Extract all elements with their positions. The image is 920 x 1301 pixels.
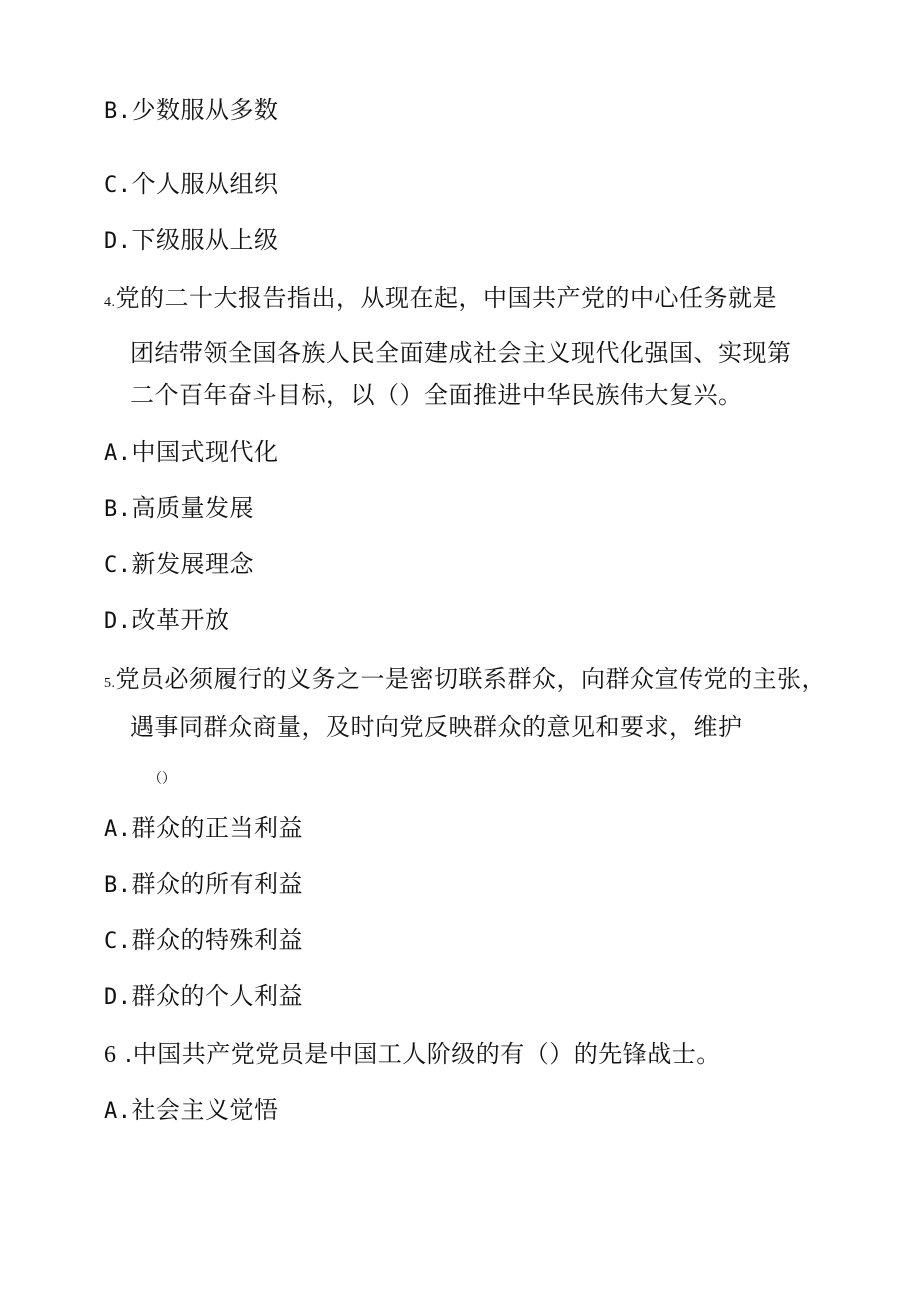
q4-stem-line-2: 团结带领全国各族人民全面建成社会主义现代化强国、实现第 (130, 339, 792, 367)
question-text: 党员必须履行的义务之一是密切联系群众，向群众宣传党的主张， (115, 665, 826, 693)
question-text: .中国共产党党员是中国工人阶级的有（）的先锋战士。 (124, 1040, 721, 1068)
option-key: C. (104, 929, 132, 954)
q4-option-d (104, 603, 230, 639)
q3-option-d (104, 223, 279, 259)
question-number: 4. (104, 295, 116, 310)
q3-option-c (104, 167, 279, 203)
q5-option-b (104, 867, 303, 903)
q5-blank-parens: （） (148, 771, 176, 787)
option-key: A. (104, 441, 132, 466)
option-key: A. (104, 1099, 132, 1124)
question-number: 5. (104, 676, 116, 691)
q4-option-b (104, 491, 254, 527)
option-key: B. (104, 99, 132, 124)
option-text: 新发展理念 (131, 550, 254, 578)
option-key: D. (104, 609, 132, 634)
question-text: 党的二十大报告指出，从现在起，中国共产党的中心任务就是 (115, 284, 777, 312)
q4-stem-line-1 (104, 281, 777, 320)
option-text: 少数服从多数 (131, 96, 279, 124)
option-text: 高质量发展 (131, 494, 254, 522)
q3-option-b (104, 93, 279, 129)
option-key: D. (104, 985, 132, 1010)
q4-option-c (104, 547, 254, 583)
option-text: 群众的正当利益 (131, 814, 303, 842)
q6-option-a (104, 1093, 279, 1129)
option-key: A. (104, 817, 132, 842)
option-text: 改革开放 (131, 606, 230, 634)
q5-stem-line-2: 遇事同群众商量，及时向党反映群众的意见和要求，维护 (130, 713, 743, 741)
q5-option-d (104, 979, 303, 1015)
option-text: 中国式现代化 (131, 438, 279, 466)
option-key: D. (104, 229, 132, 254)
q5-option-a (104, 811, 303, 847)
option-key: C. (104, 553, 132, 578)
option-text: 群众的所有利益 (131, 870, 303, 898)
q4-stem-line-3: 二个百年奋斗目标，以（）全面推进中华民族伟大复兴。 (130, 381, 743, 409)
q6-stem-line-1 (104, 1037, 721, 1072)
option-key: C. (104, 173, 132, 198)
option-text: 社会主义觉悟 (131, 1096, 279, 1124)
option-text: 群众的特殊利益 (131, 926, 303, 954)
option-text: 群众的个人利益 (131, 982, 303, 1010)
option-text: 下级服从上级 (131, 226, 279, 254)
q5-stem-line-1 (104, 662, 826, 701)
option-text: 个人服从组织 (131, 170, 279, 198)
q5-option-c (104, 923, 303, 959)
q4-option-a (104, 435, 279, 471)
option-key: B. (104, 873, 132, 898)
option-key: B. (104, 497, 132, 522)
question-number: 6 (104, 1042, 117, 1068)
